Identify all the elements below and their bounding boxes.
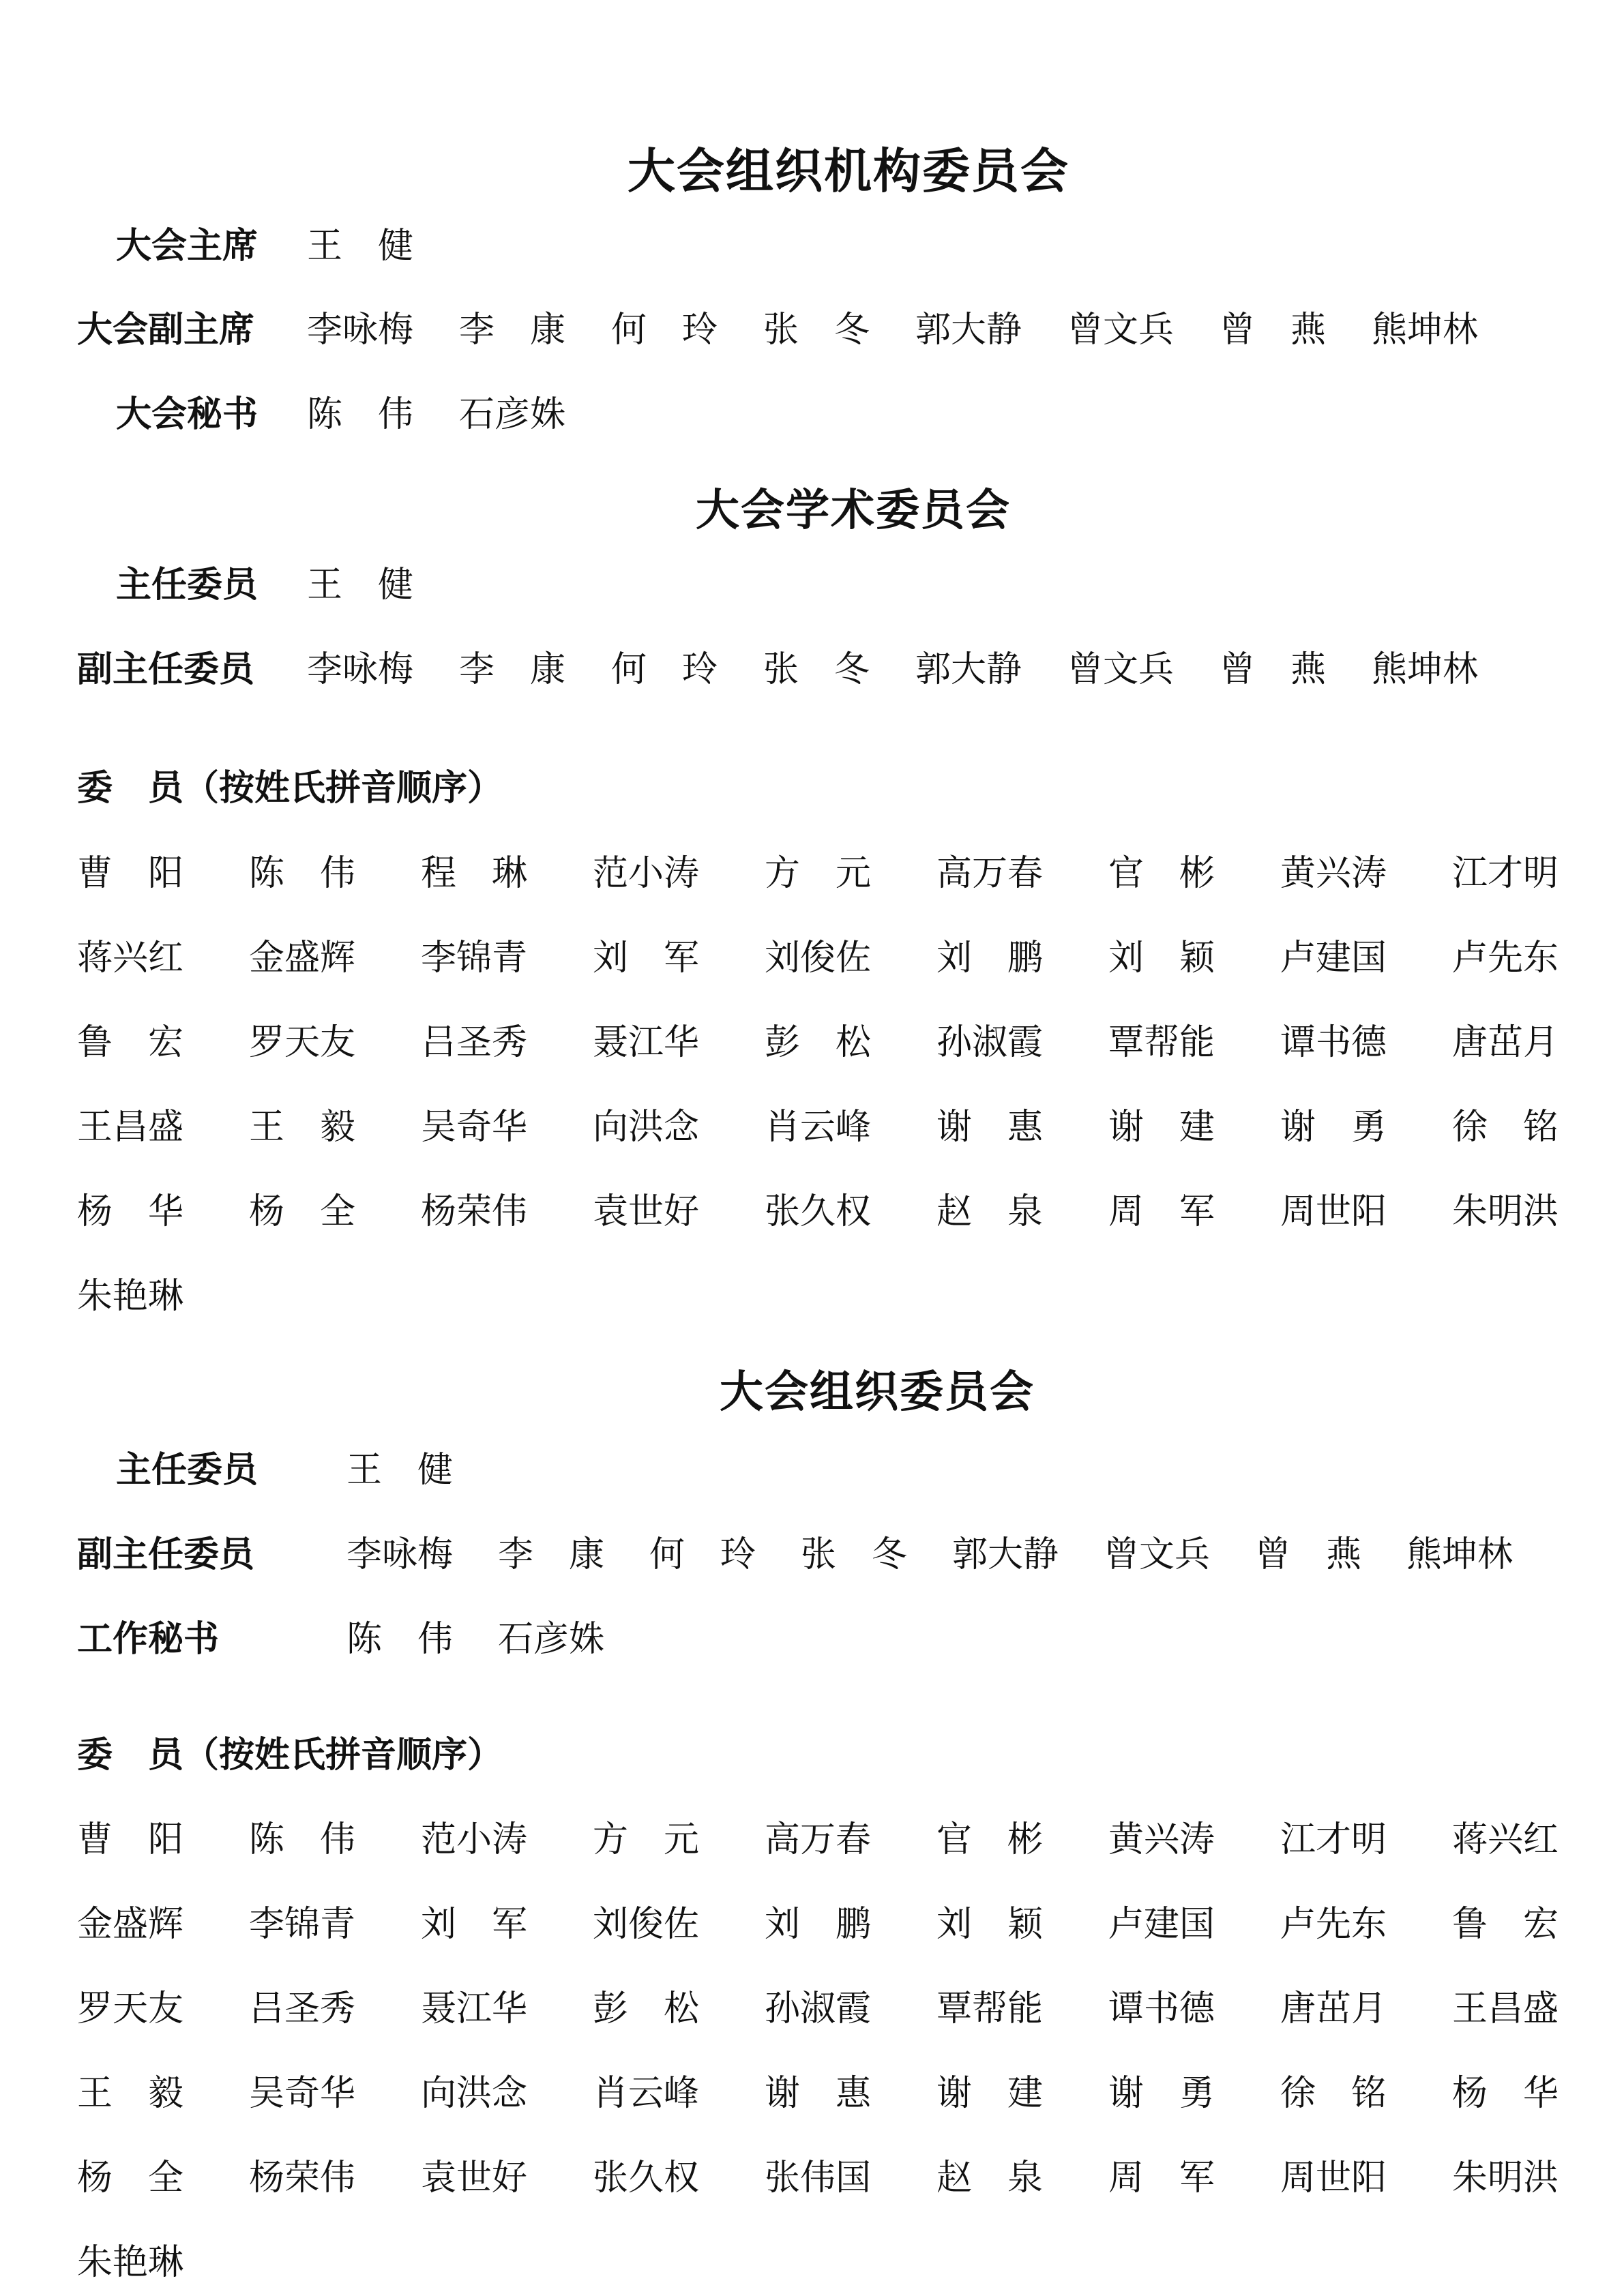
person-name: 曾文兵 — [1104, 1534, 1211, 1575]
person-name: 曾 燕 — [1220, 649, 1327, 690]
member-name: 朱艳琳 — [77, 1276, 184, 1317]
member-name: 周 军 — [1108, 1191, 1215, 1232]
person-name: 李咏梅 — [307, 310, 414, 351]
member-name: 刘 颖 — [1108, 938, 1215, 979]
member-name: 周 军 — [1108, 2158, 1215, 2198]
member-name: 赵 泉 — [936, 2158, 1044, 2198]
member-name: 谢 勇 — [1108, 2073, 1215, 2114]
member-name: 吴奇华 — [249, 2073, 356, 2114]
person-name: 陈 伟 — [346, 1619, 454, 1660]
person-name: 熊坤林 — [1372, 310, 1479, 351]
section-title-organizing: 大会组织委员会 — [720, 1367, 1035, 1418]
person-name: 张 冬 — [801, 1534, 908, 1575]
member-name: 张伟国 — [765, 2158, 872, 2198]
member-name: 聂江华 — [593, 1022, 700, 1063]
member-name: 蒋兴红 — [77, 938, 184, 979]
person-name: 李咏梅 — [346, 1534, 454, 1575]
member-name: 卢先东 — [1280, 1904, 1387, 1945]
member-name: 覃帮能 — [936, 1988, 1044, 2029]
member-name: 杨 全 — [77, 2158, 184, 2198]
member-name: 官 彬 — [936, 1819, 1044, 1860]
member-name: 刘 军 — [593, 938, 700, 979]
member-name: 刘 鹏 — [765, 1904, 872, 1945]
person-name: 王 健 — [307, 565, 414, 606]
member-name: 孙淑霞 — [765, 1988, 872, 2029]
member-name: 袁世好 — [421, 2158, 528, 2198]
row-label: 主任委员 — [116, 1449, 259, 1491]
member-name: 肖云峰 — [765, 1107, 872, 1148]
member-name: 肖云峰 — [593, 2073, 700, 2114]
person-name: 郭大静 — [915, 310, 1022, 351]
person-name: 曾文兵 — [1067, 310, 1175, 351]
member-name: 卢先东 — [1452, 938, 1559, 979]
member-name: 程 琳 — [421, 853, 528, 894]
person-name: 陈 伟 — [307, 394, 414, 435]
member-name: 吕圣秀 — [249, 1988, 356, 2029]
member-name: 范小涛 — [421, 1819, 528, 1860]
member-name: 王昌盛 — [77, 1107, 184, 1148]
member-name: 刘 颖 — [936, 1904, 1044, 1945]
member-name: 向洪念 — [593, 1107, 700, 1148]
member-name: 卢建国 — [1280, 938, 1387, 979]
member-name: 刘俊佐 — [593, 1904, 700, 1945]
member-name: 刘俊佐 — [765, 938, 872, 979]
row-label: 大会主席 — [116, 225, 259, 267]
member-name: 聂江华 — [421, 1988, 528, 2029]
member-name: 彭 松 — [765, 1022, 872, 1063]
member-name: 刘 鹏 — [936, 938, 1044, 979]
person-name: 曾文兵 — [1067, 649, 1175, 690]
member-name: 吴奇华 — [421, 1107, 528, 1148]
member-name: 罗天友 — [249, 1022, 356, 1063]
member-name: 王昌盛 — [1452, 1988, 1559, 2029]
person-name: 郭大静 — [915, 649, 1022, 690]
member-name: 李锦青 — [421, 938, 528, 979]
member-name: 王 毅 — [77, 2073, 184, 2114]
member-name: 张久权 — [765, 1191, 872, 1232]
member-name: 曹 阳 — [77, 853, 184, 894]
member-name: 黄兴涛 — [1280, 853, 1387, 894]
section-title-academic: 大会学术委员会 — [696, 485, 1011, 536]
row-label: 主任委员 — [116, 564, 259, 606]
row-label: 大会副主席 — [77, 309, 255, 351]
person-name: 李咏梅 — [307, 649, 414, 690]
member-name: 杨 华 — [1452, 2073, 1559, 2114]
member-name: 方 元 — [593, 1819, 700, 1860]
member-name: 徐 铭 — [1452, 1107, 1559, 1148]
member-name: 朱明洪 — [1452, 2158, 1559, 2198]
member-name: 袁世好 — [593, 1191, 700, 1232]
member-name: 孙淑霞 — [936, 1022, 1044, 1063]
person-name: 曾 燕 — [1255, 1534, 1362, 1575]
person-name: 郭大静 — [952, 1534, 1059, 1575]
member-name: 杨荣伟 — [249, 2158, 356, 2198]
person-name: 张 冬 — [763, 310, 870, 351]
person-name: 熊坤林 — [1372, 649, 1479, 690]
member-name: 陈 伟 — [249, 1819, 356, 1860]
member-name: 刘 军 — [421, 1904, 528, 1945]
row-label: 副主任委员 — [77, 1534, 255, 1575]
person-name: 石彦姝 — [459, 394, 566, 435]
member-name: 谢 惠 — [936, 1107, 1044, 1148]
member-name: 周世阳 — [1280, 2158, 1387, 2198]
member-name: 谢 惠 — [765, 2073, 872, 2114]
member-name: 官 彬 — [1108, 853, 1215, 894]
person-name: 李 康 — [498, 1534, 605, 1575]
person-name: 张 冬 — [763, 649, 870, 690]
member-name: 黄兴涛 — [1108, 1819, 1215, 1860]
member-name: 覃帮能 — [1108, 1022, 1215, 1063]
member-name: 谢 勇 — [1280, 1107, 1387, 1148]
member-name: 江才明 — [1280, 1819, 1387, 1860]
member-name: 江才明 — [1452, 853, 1559, 894]
member-name: 向洪念 — [421, 2073, 528, 2114]
person-name: 李 康 — [459, 649, 566, 690]
member-name: 杨 全 — [249, 1191, 356, 1232]
person-name: 王 健 — [346, 1450, 454, 1491]
member-name: 李锦青 — [249, 1904, 356, 1945]
academic-members-heading: 委 员（按姓氏拼音顺序） — [77, 767, 503, 809]
person-name: 何 玲 — [649, 1534, 756, 1575]
person-name: 李 康 — [459, 310, 566, 351]
member-name: 高万春 — [936, 853, 1044, 894]
section-title-org: 大会组织机构委员会 — [628, 143, 1069, 199]
member-name: 张久权 — [593, 2158, 700, 2198]
member-name: 杨 华 — [77, 1191, 184, 1232]
member-name: 周世阳 — [1280, 1191, 1387, 1232]
member-name: 范小涛 — [593, 853, 700, 894]
member-name: 谢 建 — [936, 2073, 1044, 2114]
person-name: 何 玲 — [611, 649, 718, 690]
member-name: 蒋兴红 — [1452, 1819, 1559, 1860]
member-name: 谭书德 — [1280, 1022, 1387, 1063]
member-name: 高万春 — [765, 1819, 872, 1860]
member-name: 卢建国 — [1108, 1904, 1215, 1945]
person-name: 曾 燕 — [1220, 310, 1327, 351]
person-name: 王 健 — [307, 226, 414, 267]
member-name: 唐茁月 — [1280, 1988, 1387, 2029]
row-label: 副主任委员 — [77, 648, 255, 690]
member-name: 吕圣秀 — [421, 1022, 528, 1063]
member-name: 彭 松 — [593, 1988, 700, 2029]
member-name: 徐 铭 — [1280, 2073, 1387, 2114]
member-name: 谭书德 — [1108, 1988, 1215, 2029]
member-name: 朱艳琳 — [77, 2242, 184, 2283]
member-name: 金盛辉 — [249, 938, 356, 979]
member-name: 唐茁月 — [1452, 1022, 1559, 1063]
member-name: 朱明洪 — [1452, 1191, 1559, 1232]
row-label: 大会秘书 — [116, 393, 259, 435]
row-label: 工作秘书 — [77, 1618, 220, 1660]
person-name: 石彦姝 — [498, 1619, 605, 1660]
member-name: 曹 阳 — [77, 1819, 184, 1860]
member-name: 杨荣伟 — [421, 1191, 528, 1232]
member-name: 赵 泉 — [936, 1191, 1044, 1232]
member-name: 金盛辉 — [77, 1904, 184, 1945]
person-name: 何 玲 — [611, 310, 718, 351]
member-name: 鲁 宏 — [77, 1022, 184, 1063]
member-name: 陈 伟 — [249, 853, 356, 894]
member-name: 鲁 宏 — [1452, 1904, 1559, 1945]
member-name: 王 毅 — [249, 1107, 356, 1148]
person-name: 熊坤林 — [1406, 1534, 1514, 1575]
member-name: 谢 建 — [1108, 1107, 1215, 1148]
member-name: 罗天友 — [77, 1988, 184, 2029]
member-name: 方 元 — [765, 853, 872, 894]
organizing-members-heading: 委 员（按姓氏拼音顺序） — [77, 1734, 503, 1776]
